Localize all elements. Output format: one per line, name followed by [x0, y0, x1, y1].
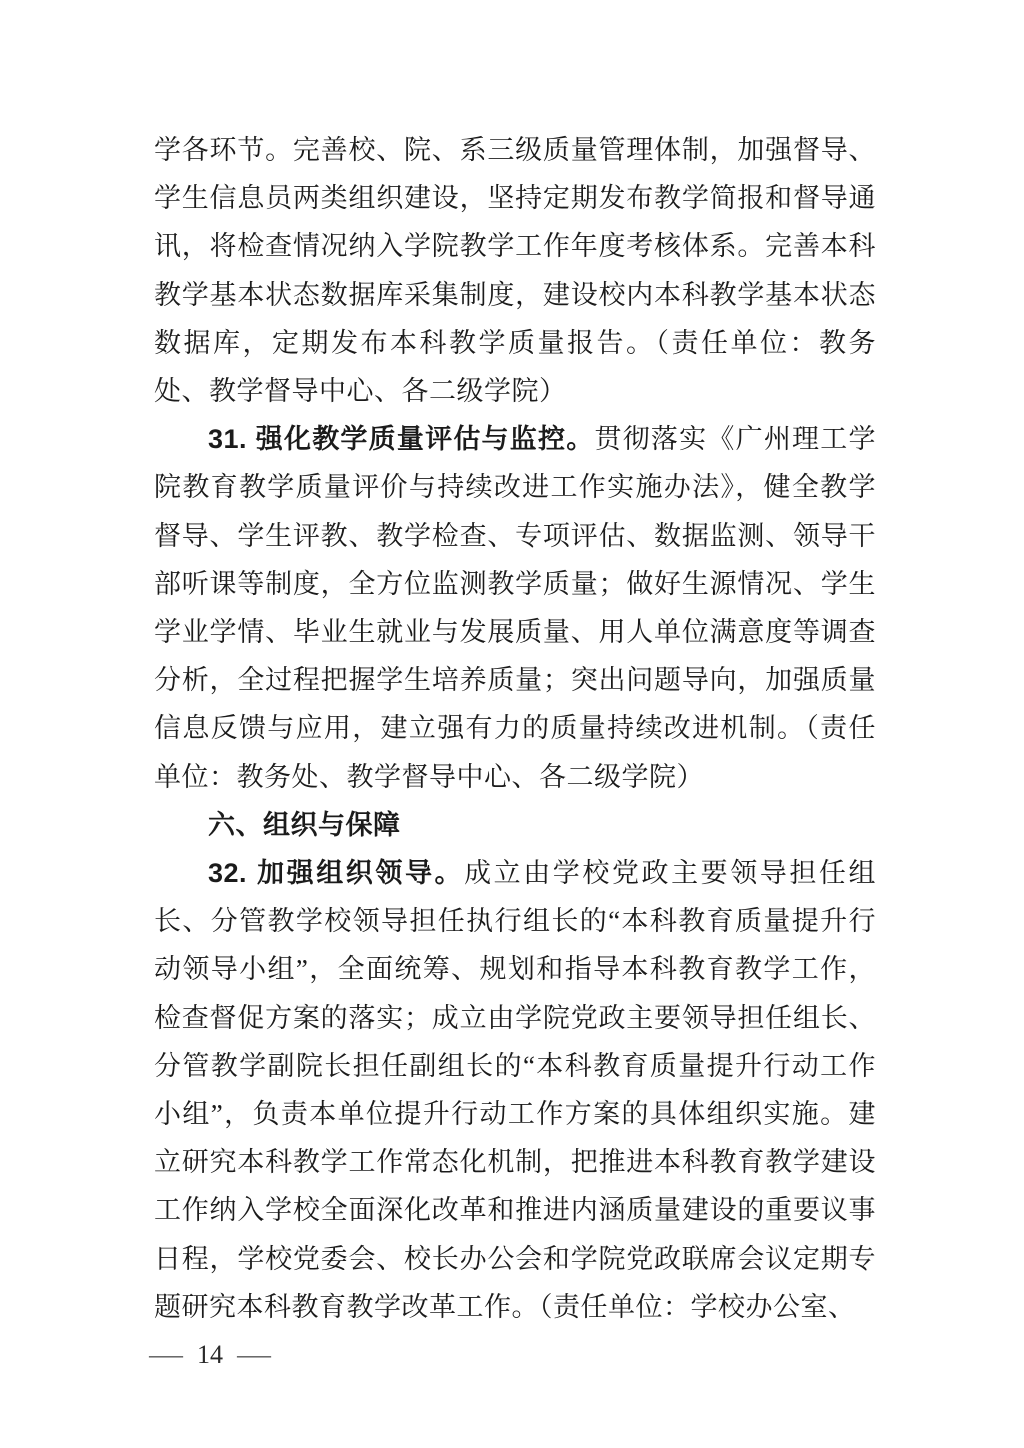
page-footer: [149, 1340, 271, 1370]
section-heading: [154, 801, 876, 849]
item-31-title: 31. 强化教学质量评估与监控。: [208, 424, 595, 455]
footer-left-dash: —: [149, 1340, 183, 1369]
item-32-title: 32. 加强组织领导。: [208, 858, 465, 889]
footer-right-dash: —: [237, 1340, 271, 1369]
item-32-body: 成立由学校党政主要领导担任组长、分管教学校领导担任执行组长的“本科教育质量提升行动领导小组”，全面统筹、规划和指导本科教育教学工作，检查督促方案的落实；成立由学院党政主要领导担任组长、分管教学副院长担任副组长的“本科教育质量提升行动工作小组”，负责本单位提升行动工作方案的具体组织实施。建立研究本科教学工作常态化机制，把推进本科教育教学建设工作纳入学校全面深化改革和推进内涵质量建设的重要议事日程，学校党委会、校长办公会和学院党政联席会议定期专题研究本科教育教学改革工作。（责任单位：学校办公室、: [154, 858, 876, 1322]
paragraph-item-32: [154, 849, 876, 1331]
paragraph-continuation: [154, 126, 876, 415]
item-31-body: 贯彻落实《广州理工学院教育教学质量评价与持续改进工作实施办法》，健全教学督导、学生评教、教学检查、专项评估、数据监测、领导干部听课等制度，全方位监测教学质量；做好生源情况、学生学业学情、毕业生就业与发展质量、用人单位满意度等调查分析，全过程把握学生培养质量；突出问题导向，加强质量信息反馈与应用，建立强有力的质量持续改进机制。（责任单位：教务处、教学督导中心、各二级学院）: [154, 424, 876, 792]
section-heading-text: 六、组织与保障: [208, 809, 401, 840]
paragraph-text: 学各环节。完善校、院、系三级质量管理体制，加强督导、学生信息员两类组织建设，坚持定期发布教学简报和督导通讯，将检查情况纳入学院教学工作年度考核体系。完善本科教学基本状态数据库采集制度，建设校内本科教学基本状态数据库，定期发布本科教学质量报告。（责任单位：教务处、教学督导中心、各二级学院）: [154, 135, 876, 407]
page-number: 14: [197, 1340, 223, 1369]
document-body: [154, 126, 876, 1331]
paragraph-item-31: [154, 415, 876, 801]
